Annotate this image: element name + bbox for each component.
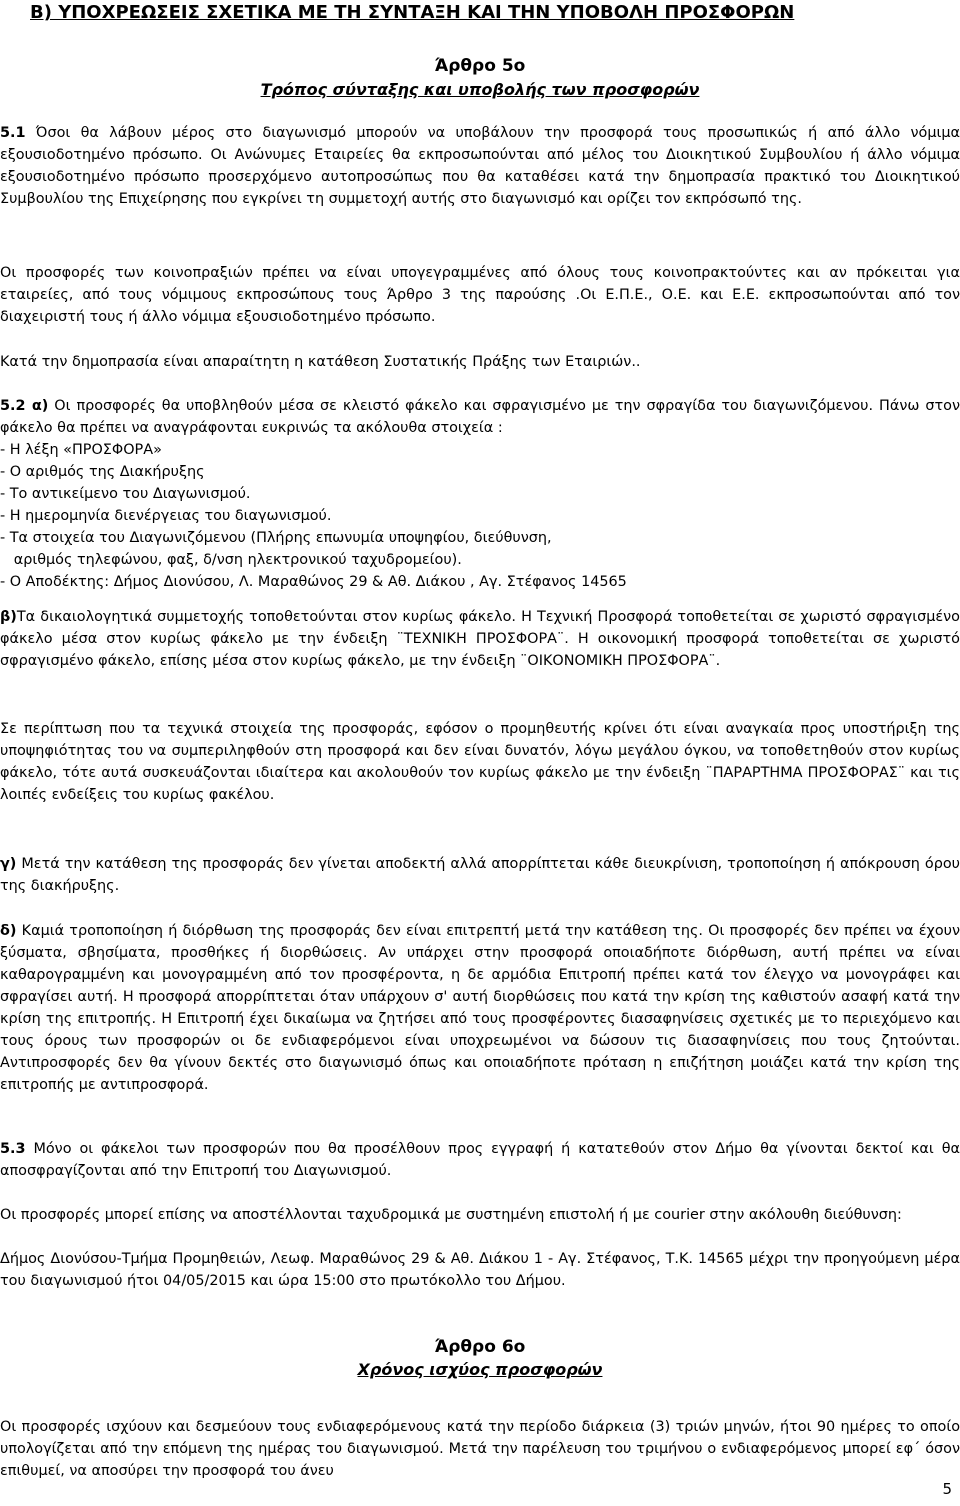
paragraph-address: Δήμος Διονύσου-Τμήμα Προμηθειών, Λεωφ. Μαραθώνος 29 & Αθ. Διάκου 1 - Αγ. Στέφανος, Τ.Κ. 14565 μέχρι την προηγούμενη μέρα του διαγωνισμού ήτοι 04/05/2015 και ώρα 15:00 στο πρωτόκολλο του Δήμου. [0,1251,960,1289]
list-item: - Το αντικείμενο του Διαγωνισμού. [0,486,251,502]
clause-letter: β) [0,609,17,625]
clause-letter: α) [25,398,49,414]
paragraph-text: Μετά την κατάθεση της προσφοράς δεν γίνεται αποδεκτή αλλά απορρίπτεται κάθε διευκρίνιση, τροποποίηση ή απόκρουση όρου της διακήρυξης. [0,856,960,894]
section-title: Β) ΥΠΟΧΡΕΩΣΕΙΣ ΣΧΕΤΙΚΑ ΜΕ ΤΗ ΣΥΝΤΑΞΗ ΚΑΙ ΤΗΝ ΥΠΟΒΟΛΗ ΠΡΟΣΦΟΡΩΝ [30,2,795,23]
paragraph-text: Οι προσφορές θα υποβληθούν μέσα σε κλειστό φάκελο και σφραγισμένο με την σφραγίδα του διαγωνιζόμενου. Πάνω στον φάκελο θα πρέπει να αναγράφονται ευκρινώς τα ακόλουθα στοιχεία : [0,398,960,436]
paragraph-b [0,606,960,672]
paragraph-d [0,920,960,1096]
list-item: - Ο αριθμός της Διακήρυξης [0,464,205,480]
list-item: - Η ημερομηνία διενέργειας του διαγωνισμού. [0,508,332,524]
paragraph-c [0,853,960,897]
paragraph-6: Οι προσφορές ισχύουν και δεσμεύουν τους ενδιαφερόμενους κατά την περίοδο διάρκεια (3) τριών μηνών, ήτοι 90 ημέρες το οποίο υπολογίζεται από την επόμενη της ημέρας του διαγωνισμού. Μετά την παρέλευση του τριμήνου ο ενδιαφερόμενος μπορεί εφ΄ όσον επιθυμεί, να αποσύρει την προσφορά του άνευ [0,1419,960,1479]
paragraph-deposit: Κατά την δημοπρασία είναι απαραίτητη η κατάθεση Συστατικής Πράξης των Εταιριών.. [0,354,641,370]
envelope-list [0,439,960,593]
paragraph-text: Όσοι θα λάβουν μέρος στο διαγωνισμό μπορούν να υποβάλουν την προσφορά τους προσωπικώς ή από άλλο νόμιμα εξουσιοδοτημένο πρόσωπο. Οι Ανώνυμες Εταιρείες θα εκπροσωπούνται από μέλος του Διοικητικού Συμβουλίου ή άλλο νόμιμα εξουσιοδοτημένο πρόσωπο προσερχόμενο αυτοπροσώπως που θα καταθέσει κατά την δημοπρασία πρακτικό του Διοικητικού Συμβουλίου της Επιχείρησης που εγκρίνει τη συμμετοχή αυτής στο διαγωνισμό και ορίζει τον εκπρόσωπό της. [0,125,960,207]
list-item: - Ο Αποδέκτης: Δήμος Διονύσου, Λ. Μαραθώνος 29 & Αθ. Διάκου , Αγ. Στέφανος 14565 [0,574,627,590]
list-item: αριθμός τηλεφώνου, φαξ, δ/νση ηλεκτρονικού ταχυδρομείου). [0,552,462,568]
paragraph-mail: Οι προσφορές μπορεί επίσης να αποστέλλονται ταχυδρομικά με συστημένη επιστολή ή με courier στην ακόλουθη διεύθυνση: [0,1207,902,1223]
paragraph-5-3 [0,1138,960,1182]
paragraph-joint-ventures: Οι προσφορές των κοινοπραξιών πρέπει να είναι υπογεγραμμένες από όλους τους κοινοπρακτούντες και αν πρόκειται για εταιρείες, από τους νόμιμους εκπροσώπους τους Άρθρο 3 της παρούσης .Οι Ε.Π.Ε., Ο.Ε. και Ε.Ε. εκπροσωπούνται από τον διαχειριστή τους ή άλλο νόμιμα εξουσιοδοτημένο πρόσωπο. [0,265,960,325]
list-item: - Τα στοιχεία του Διαγωνιζόμενου (Πλήρης επωνυμία υποψηφίου, διεύθυνση, [0,530,552,546]
article-5-subtitle: Τρόπος σύνταξης και υποβολής των προσφορών [260,80,700,99]
paragraph-text: Τα δικαιολογητικά συμμετοχής τοποθετούνται στον κυρίως φάκελο. Η Τεχνική Προσφορά τοποθετείται σε χωριστό σφραγισμένο φάκελο μέσα στον κυρίως φάκελο με την ένδειξη ¨ΤΕΧΝΙΚΗ ΠΡΟΣΦΟΡΑ¨. Η οικονομική προσφορά τοποθετείται σε χωριστό σφραγισμένο φάκελο, επίσης μέσα στον κυρίως φάκελο, με την ένδειξη ¨ΟΙΚΟΝΟΜΙΚΗ ΠΡΟΣΦΟΡΑ¨. [0,609,960,669]
clause-number: 5.2 [0,398,26,414]
article-6-heading: Άρθρο 6ο [434,1337,526,1357]
paragraph-5-2a [0,395,960,439]
paragraph-text: Μόνο οι φάκελοι των προσφορών που θα προσέλθουν προς εγγραφή ή κατατεθούν στον Δήμο θα γίνονται δεκτοί και θα αποσφραγίζονται από την Επιτροπή του Διαγωνισμού. [0,1141,960,1179]
clause-number: 5.3 [0,1141,26,1157]
article-5-heading: Άρθρο 5ο [434,56,526,76]
clause-number: 5.1 [0,125,26,141]
clause-letter: δ) [0,923,17,939]
article-6-subtitle: Χρόνος ισχύος προσφορών [357,1360,603,1379]
clause-letter: γ) [0,856,17,872]
paragraph-text: Καμιά τροποποίηση ή διόρθωση της προσφοράς δεν είναι επιτρεπτή μετά την κατάθεση της. Οι προσφορές δεν πρέπει να έχουν ξύσματα, σβησίματα, προσθήκες ή διορθώσεις. Αν υπάρχει στην προσφορά οποιαδήποτε διόρθωση, αυτή πρέπει να είναι καθαρογραμμένη και μονογραμμένη από τον προσφέροντα, η δε αρμόδια Επιτροπή πρέπει κατά τον έλεγχο να μονογράφει και σφραγίσει αυτή. Η προσφορά απορρίπτεται όταν υπάρχουν σ' αυτή διορθώσεις που κατά την κρίση της καθιστούν ασαφή κατά την κρίση της επιτροπής. Η Επιτροπή έχει δικαίωμα να ζητήσει από τους προσφέροντες διασαφηνίσεις σχετικές με το περιεχόμενο και τους όρους των προσφορών οι δε ενδιαφερόμενοι είναι υποχρεωμένοι να δώσουν τις διασαφηνίσεις που τους ζητούνται. Αντιπροσφορές δεν θα γίνουν δεκτές στο διαγωνισμό όπως και οποιαδήποτε πρόταση η επιζήτηση μοιάζει κατά την κρίση της επιτροπής με αντιπροσφορά. [0,923,960,1093]
paragraph-5-1 [0,122,960,210]
paragraph-technical: Σε περίπτωση που τα τεχνικά στοιχεία της προσφοράς, εφόσον ο προμηθευτής κρίνει ότι είναι αναγκαία προς υποστήριξη της υποψηφιότητας του να συμπεριληφθούν στη προσφορά και δεν είναι δυνατόν, λόγω μεγάλου όγκου, να τοποθετηθούν στον κυρίως φάκελο, τότε αυτά συσκευάζονται ιδιαίτερα και ακολουθούν τον κυρίως φάκελο με την ένδειξη ¨ΠΑΡΑΡΤΗΜΑ ΠΡΟΣΦΟΡΑΣ¨ και τις λοιπές ενδείξεις του κυρίως φακέλου. [0,721,960,803]
list-item: - Η λέξη «ΠΡΟΣΦΟΡΑ» [0,442,162,458]
page-number: 5 [942,1480,952,1498]
